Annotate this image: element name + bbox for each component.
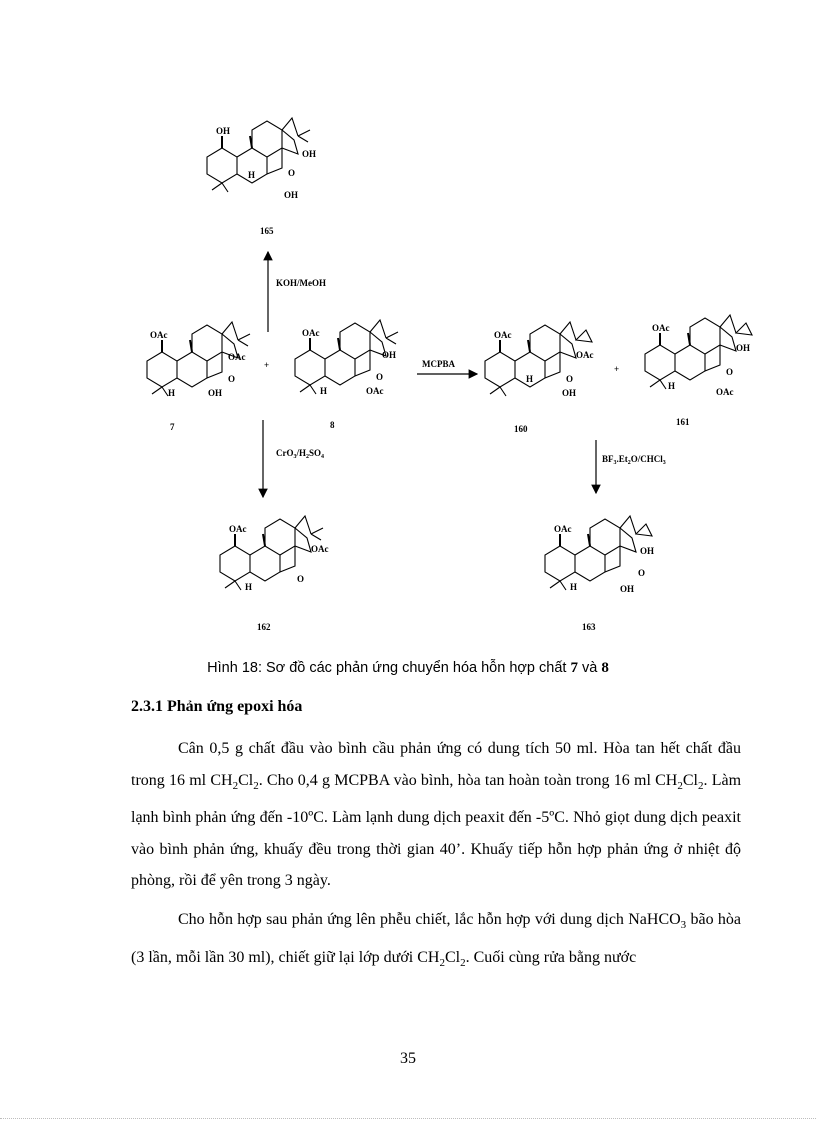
c163-group3: OH bbox=[620, 584, 635, 594]
c160-group3: OH bbox=[562, 388, 577, 398]
c8-ketone: O bbox=[376, 372, 384, 382]
c160-stereo-h: H bbox=[526, 374, 534, 384]
compound-label-163: 163 bbox=[582, 622, 596, 632]
compound-label-7: 7 bbox=[170, 422, 175, 432]
c8-stereo-h: H bbox=[320, 386, 328, 396]
c8-group2: OH bbox=[382, 350, 397, 360]
compound-label-165: 165 bbox=[260, 226, 274, 236]
section-heading: 2.3.1 Phản ứng epoxi hóa bbox=[131, 698, 303, 715]
c161-group3: OAc bbox=[716, 387, 734, 397]
compound-label-162: 162 bbox=[257, 622, 271, 632]
arrow-koh bbox=[268, 252, 326, 332]
c162-ketone: O bbox=[297, 574, 305, 584]
figure-caption: Hình 18: Sơ đồ các phản ứng chuyển hóa hỗn hợp chất 7 và 8 bbox=[207, 660, 609, 676]
plus-sign-1: + bbox=[264, 360, 270, 370]
paragraph-1: Cân 0,5 g chất đầu vào bình cầu phản ứng có dung tích 50 ml. Hòa tan hết chất đầu trong 16 ml $CH_2Cl_2$. Cho 0,4 g MCPBA vào bình, hòa tan hoàn toàn trong 16 ml $CH_2Cl_2$. Làm lạnh bình phản ứng đến -10ºC. Làm lạnh dung dịch peaxit đến -5ºC. Nhỏ giọt dung dịch peaxit vào bình phản ứng, khuấy đều trong thời gian 40’. Khuấy tiếp hỗn hợp phản ứng ở nhiệt độ phòng, rồi để yên trong 3 ngày. bbox=[131, 740, 742, 890]
condition-koh: KOH/MeOH bbox=[276, 278, 326, 288]
condition-mcpba: MCPBA bbox=[422, 359, 455, 369]
arrow-bf3 bbox=[596, 440, 666, 493]
compound-162 bbox=[220, 516, 329, 632]
condition-bf3: $BF_3.Et_2O/CHCl_3$ bbox=[602, 454, 666, 466]
c163-ketone: O bbox=[638, 568, 646, 578]
c7-ketone: O bbox=[228, 374, 236, 384]
c162-group2: OAc bbox=[311, 544, 329, 554]
arrow-cro3 bbox=[263, 420, 324, 497]
arrow-mcpba bbox=[417, 359, 477, 374]
compound-label-8: 8 bbox=[330, 420, 335, 430]
c7-group2: OAc bbox=[228, 352, 246, 362]
c163-stereo-h: H bbox=[570, 582, 578, 592]
page-bottom-border bbox=[0, 1118, 816, 1119]
page-number: 35 bbox=[400, 1050, 416, 1067]
c165-ketone: O bbox=[288, 168, 296, 178]
c7-stereo-h: H bbox=[168, 388, 176, 398]
c163-group1: OAc bbox=[554, 524, 572, 534]
c165-group1: OH bbox=[216, 126, 231, 136]
c165-group3: OH bbox=[284, 190, 299, 200]
c161-group1: OAc bbox=[652, 323, 670, 333]
c163-group2: OH bbox=[640, 546, 655, 556]
c8-group3: OAc bbox=[366, 386, 384, 396]
compound-8 bbox=[295, 320, 398, 430]
c160-ketone: O bbox=[566, 374, 574, 384]
c161-stereo-h: H bbox=[668, 381, 676, 391]
plus-sign-2: + bbox=[614, 364, 620, 374]
compound-161 bbox=[645, 315, 752, 427]
c165-stereo-h: H bbox=[248, 170, 256, 180]
c162-group1: OAc bbox=[229, 524, 247, 534]
c162-stereo-h: H bbox=[245, 582, 253, 592]
c160-group1: OAc bbox=[494, 330, 512, 340]
compound-160 bbox=[485, 322, 594, 434]
c161-group2: OH bbox=[736, 343, 751, 353]
c165-group2: OH bbox=[302, 149, 317, 159]
c7-group1: OAc bbox=[150, 330, 168, 340]
compound-7 bbox=[147, 322, 250, 432]
compound-163 bbox=[545, 516, 654, 632]
compound-label-161: 161 bbox=[676, 417, 690, 427]
c7-group3: OH bbox=[208, 388, 223, 398]
c8-group1: OAc bbox=[302, 328, 320, 338]
c161-ketone: O bbox=[726, 367, 734, 377]
paragraph-2: Cho hỗn hợp sau phản ứng lên phễu chiết, lắc hỗn hợp với dung dịch NaHCO$_3$ bão hòa (3 lần, mỗi lần 30 ml), chiết giữ lại lớp dưới $CH_2Cl_2$. Cuối cùng rửa bằng nước bbox=[131, 911, 741, 969]
compound-165 bbox=[207, 118, 316, 236]
condition-cro3: $CrO_3/H_2SO_4$ bbox=[276, 448, 325, 460]
compound-label-160: 160 bbox=[514, 424, 528, 434]
c160-group2: OAc bbox=[576, 350, 594, 360]
